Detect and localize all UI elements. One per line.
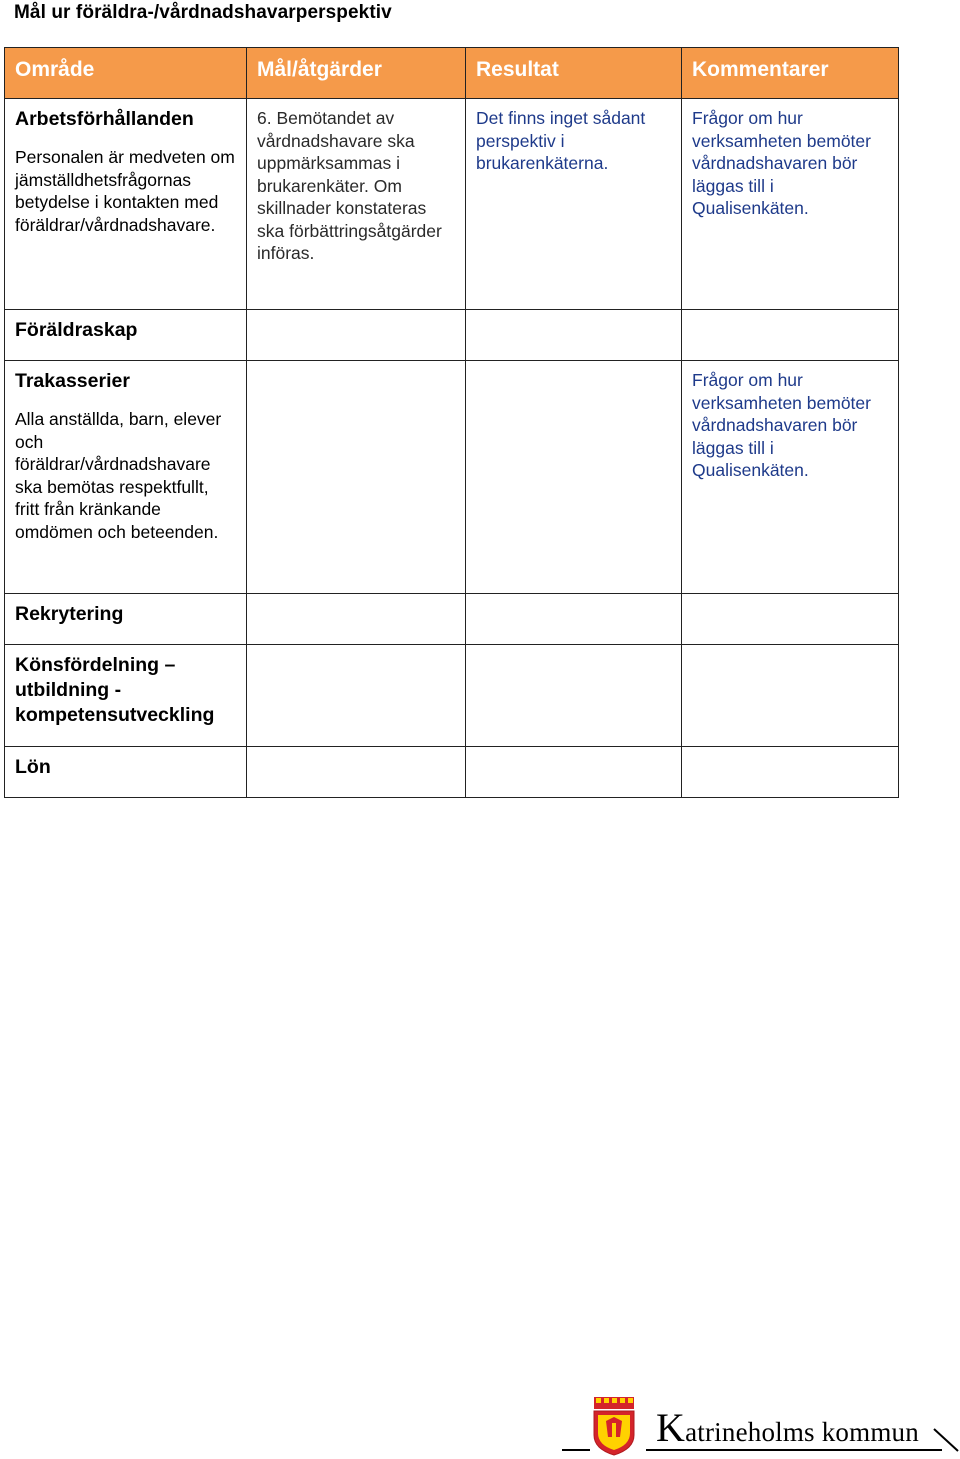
comment-cell: Frågor om hur verksamheten bemöter vårdnadshavaren bör läggas till i Qualisenkäten.	[682, 99, 899, 310]
result-cell	[466, 361, 682, 594]
goal-cell	[247, 310, 466, 361]
result-cell	[466, 310, 682, 361]
logo-name-rest: atrineholms kommun	[685, 1417, 919, 1447]
goal-cell	[247, 594, 466, 645]
goal-cell: 6. Bemötandet av vårdnadshavare ska uppmärksammas i brukarenkäter. Om skillnader konstateras ska förbättringsåtgärder införas.	[247, 99, 466, 310]
result-cell	[466, 747, 682, 798]
comment-cell	[682, 310, 899, 361]
comment-cell	[682, 645, 899, 747]
municipality-name	[656, 1404, 919, 1451]
goal-cell	[247, 361, 466, 594]
area-cell	[5, 361, 247, 594]
coat-of-arms-icon	[594, 1397, 634, 1455]
area-cell	[5, 310, 247, 361]
result-cell	[466, 594, 682, 645]
page-title: Mål ur föräldra-/vårdnadshavarperspektiv	[14, 2, 392, 23]
goals-table	[4, 47, 899, 798]
area-title: Könsfördelning – utbildning - kompetensutveckling	[15, 654, 215, 726]
table-row	[5, 645, 899, 747]
table-header-row	[5, 48, 899, 99]
area-cell	[5, 594, 247, 645]
area-title: Lön	[15, 756, 51, 778]
logo-initial: K	[656, 1405, 686, 1450]
goal-cell	[247, 645, 466, 747]
logo-slash	[934, 1429, 958, 1451]
header-resultat: Resultat	[466, 48, 682, 99]
result-cell: Det finns inget sådant perspektiv i brukarenkäterna.	[466, 99, 682, 310]
table-row	[5, 747, 899, 798]
comment-cell	[682, 747, 899, 798]
table-row	[5, 99, 899, 310]
header-kommentarer: Kommentarer	[682, 48, 899, 99]
header-mal-atgarder: Mål/åtgärder	[247, 48, 466, 99]
table-row	[5, 594, 899, 645]
table-row	[5, 361, 899, 594]
area-title: Trakasserier	[15, 370, 130, 392]
area-description: Personalen är medveten om jämställdhetsfrågornas betydelse i kontakten med föräldrar/vårdnadshavare.	[15, 147, 235, 235]
area-title: Arbetsförhållanden	[15, 108, 194, 130]
comment-cell: Frågor om hur verksamheten bemöter vårdnadshavaren bör läggas till i Qualisenkäten.	[682, 361, 899, 594]
area-description: Alla anställda, barn, elever och föräldrar/vårdnadshavare ska bemötas respektfullt, fritt från kränkande omdömen och beteenden.	[15, 409, 222, 542]
result-cell	[466, 645, 682, 747]
area-cell	[5, 645, 247, 747]
area-title: Rekrytering	[15, 603, 124, 625]
comment-cell	[682, 594, 899, 645]
area-title: Föräldraskap	[15, 319, 138, 341]
header-omrade: Område	[5, 48, 247, 99]
area-cell	[5, 747, 247, 798]
goal-cell	[247, 747, 466, 798]
area-cell	[5, 99, 247, 310]
table-row	[5, 310, 899, 361]
